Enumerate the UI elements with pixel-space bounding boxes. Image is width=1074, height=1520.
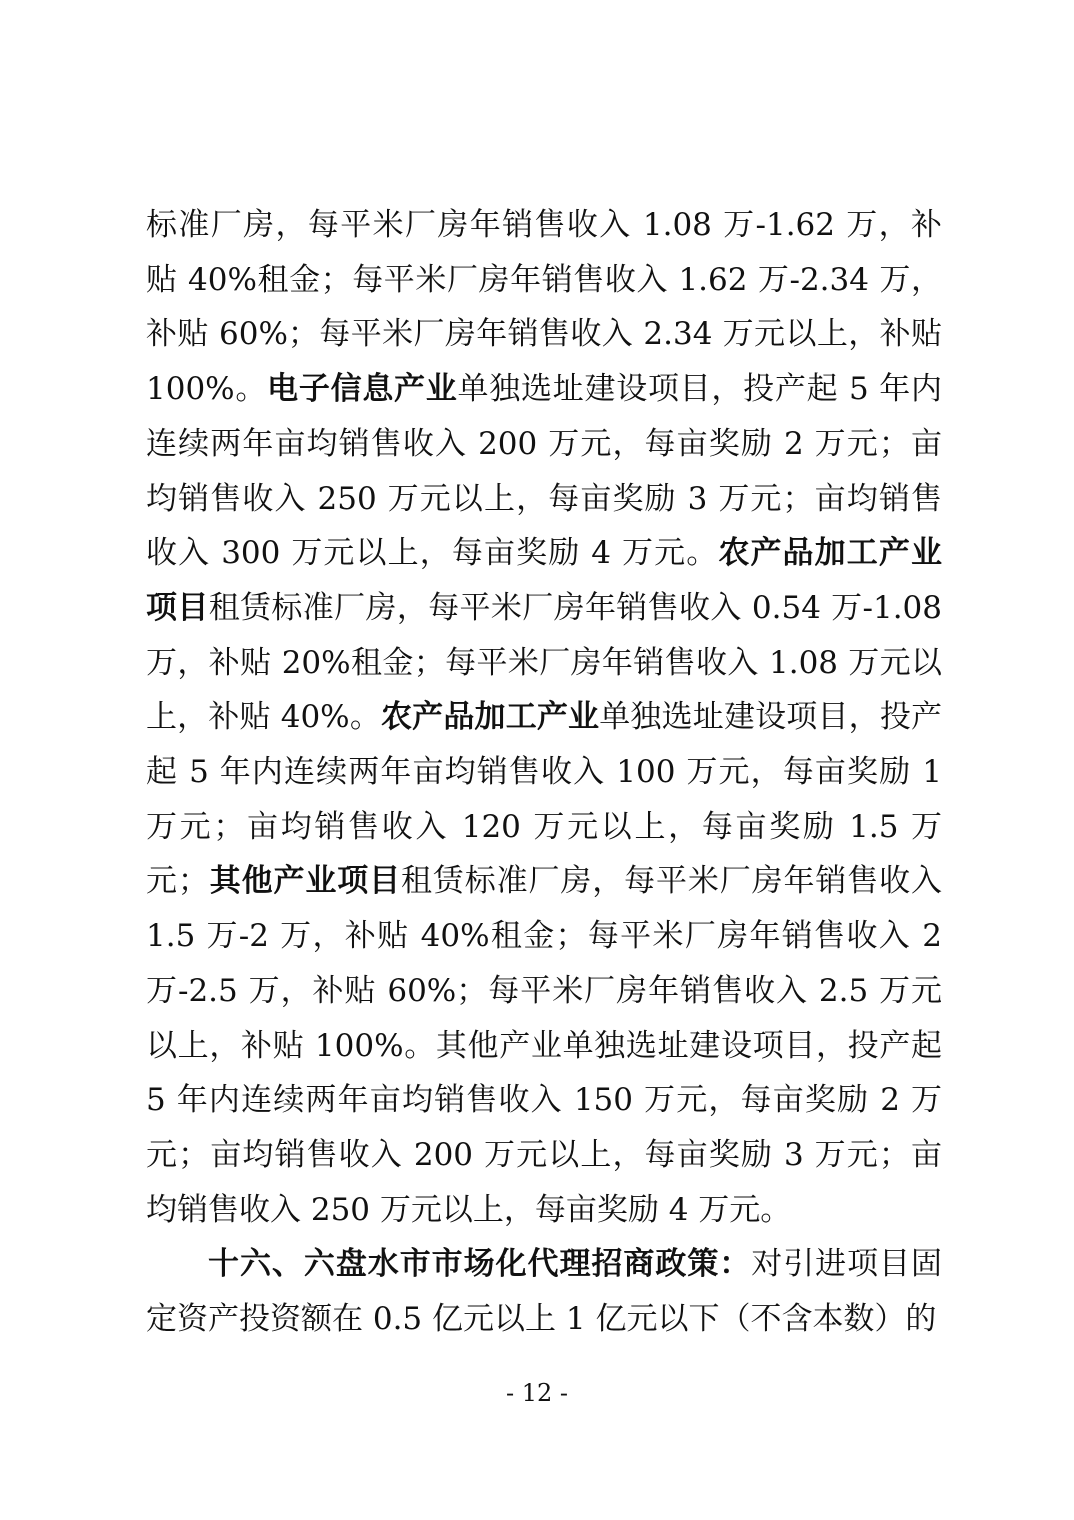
bold-term-other-industry-project: 其他产业项目 [208,863,401,900]
text-run: 租赁标准厂房，每平米厂房年销售收入 0.54 万-1.08 万，补贴 20%租金；每平米厂房年销售收入 1.08 万元以上，补贴 40%。 [146,589,943,736]
paragraph-subsidy-details [146,198,942,1237]
bold-term-agri-processing-project: 农产品加工产业项目 [146,535,942,626]
document-body [146,198,942,1347]
bold-term-electronics-industry: 电子信息产业 [267,371,458,408]
page-number: - 12 - [505,1379,568,1407]
text-run: 对引进项目固定资产投资额在 0.5 亿元以上 1 亿元以下（不含本数）的 [146,1246,943,1338]
bold-term-agri-processing-industry: 农产品加工产业 [381,699,600,736]
text-run: 标准厂房，每平米厂房年销售收入 1.08 万-1.62 万，补贴 40%租金；每平米厂房年销售收入 1.62 万-2.34 万，补贴 60%；每平米厂房年销售收入 2.34 万元以上，补贴 100%。 [146,207,942,408]
text-run: 租赁标准厂房，每平米厂房年销售收入 1.5 万-2 万，补贴 40%租金；每平米厂房年销售收入 2 万-2.5 万，补贴 60%；每平米厂房年销售收入 2.5 万元以上，补贴 100%。其他产业单独选址建设项目，投产起 5 年内连续两年亩均销售收入 150 万元，每亩奖励 2 万元；亩均销售收入 200 万元以上，每亩奖励 3 万元；亩均销售收入 250 万元以上，每亩奖励 4 万元。 [146,863,942,1228]
text-run: 单独选址建设项目，投产起 5 年内连续两年亩均销售收入 200 万元，每亩奖励 2 万元；亩均销售收入 250 万元以上，每亩奖励 3 万元；亩均销售收入 300 万元以上，每亩奖励 4 万元。 [146,371,942,572]
section-heading-16: 十六、六盘水市市场化代理招商政策： [208,1246,752,1283]
text-run: 单独选址建设项目，投产起 5 年内连续两年亩均销售收入 100 万元，每亩奖励 1 万元；亩均销售收入 120 万元以上，每亩奖励 1.5 万元； [146,699,942,900]
paragraph-section-16 [146,1237,942,1346]
